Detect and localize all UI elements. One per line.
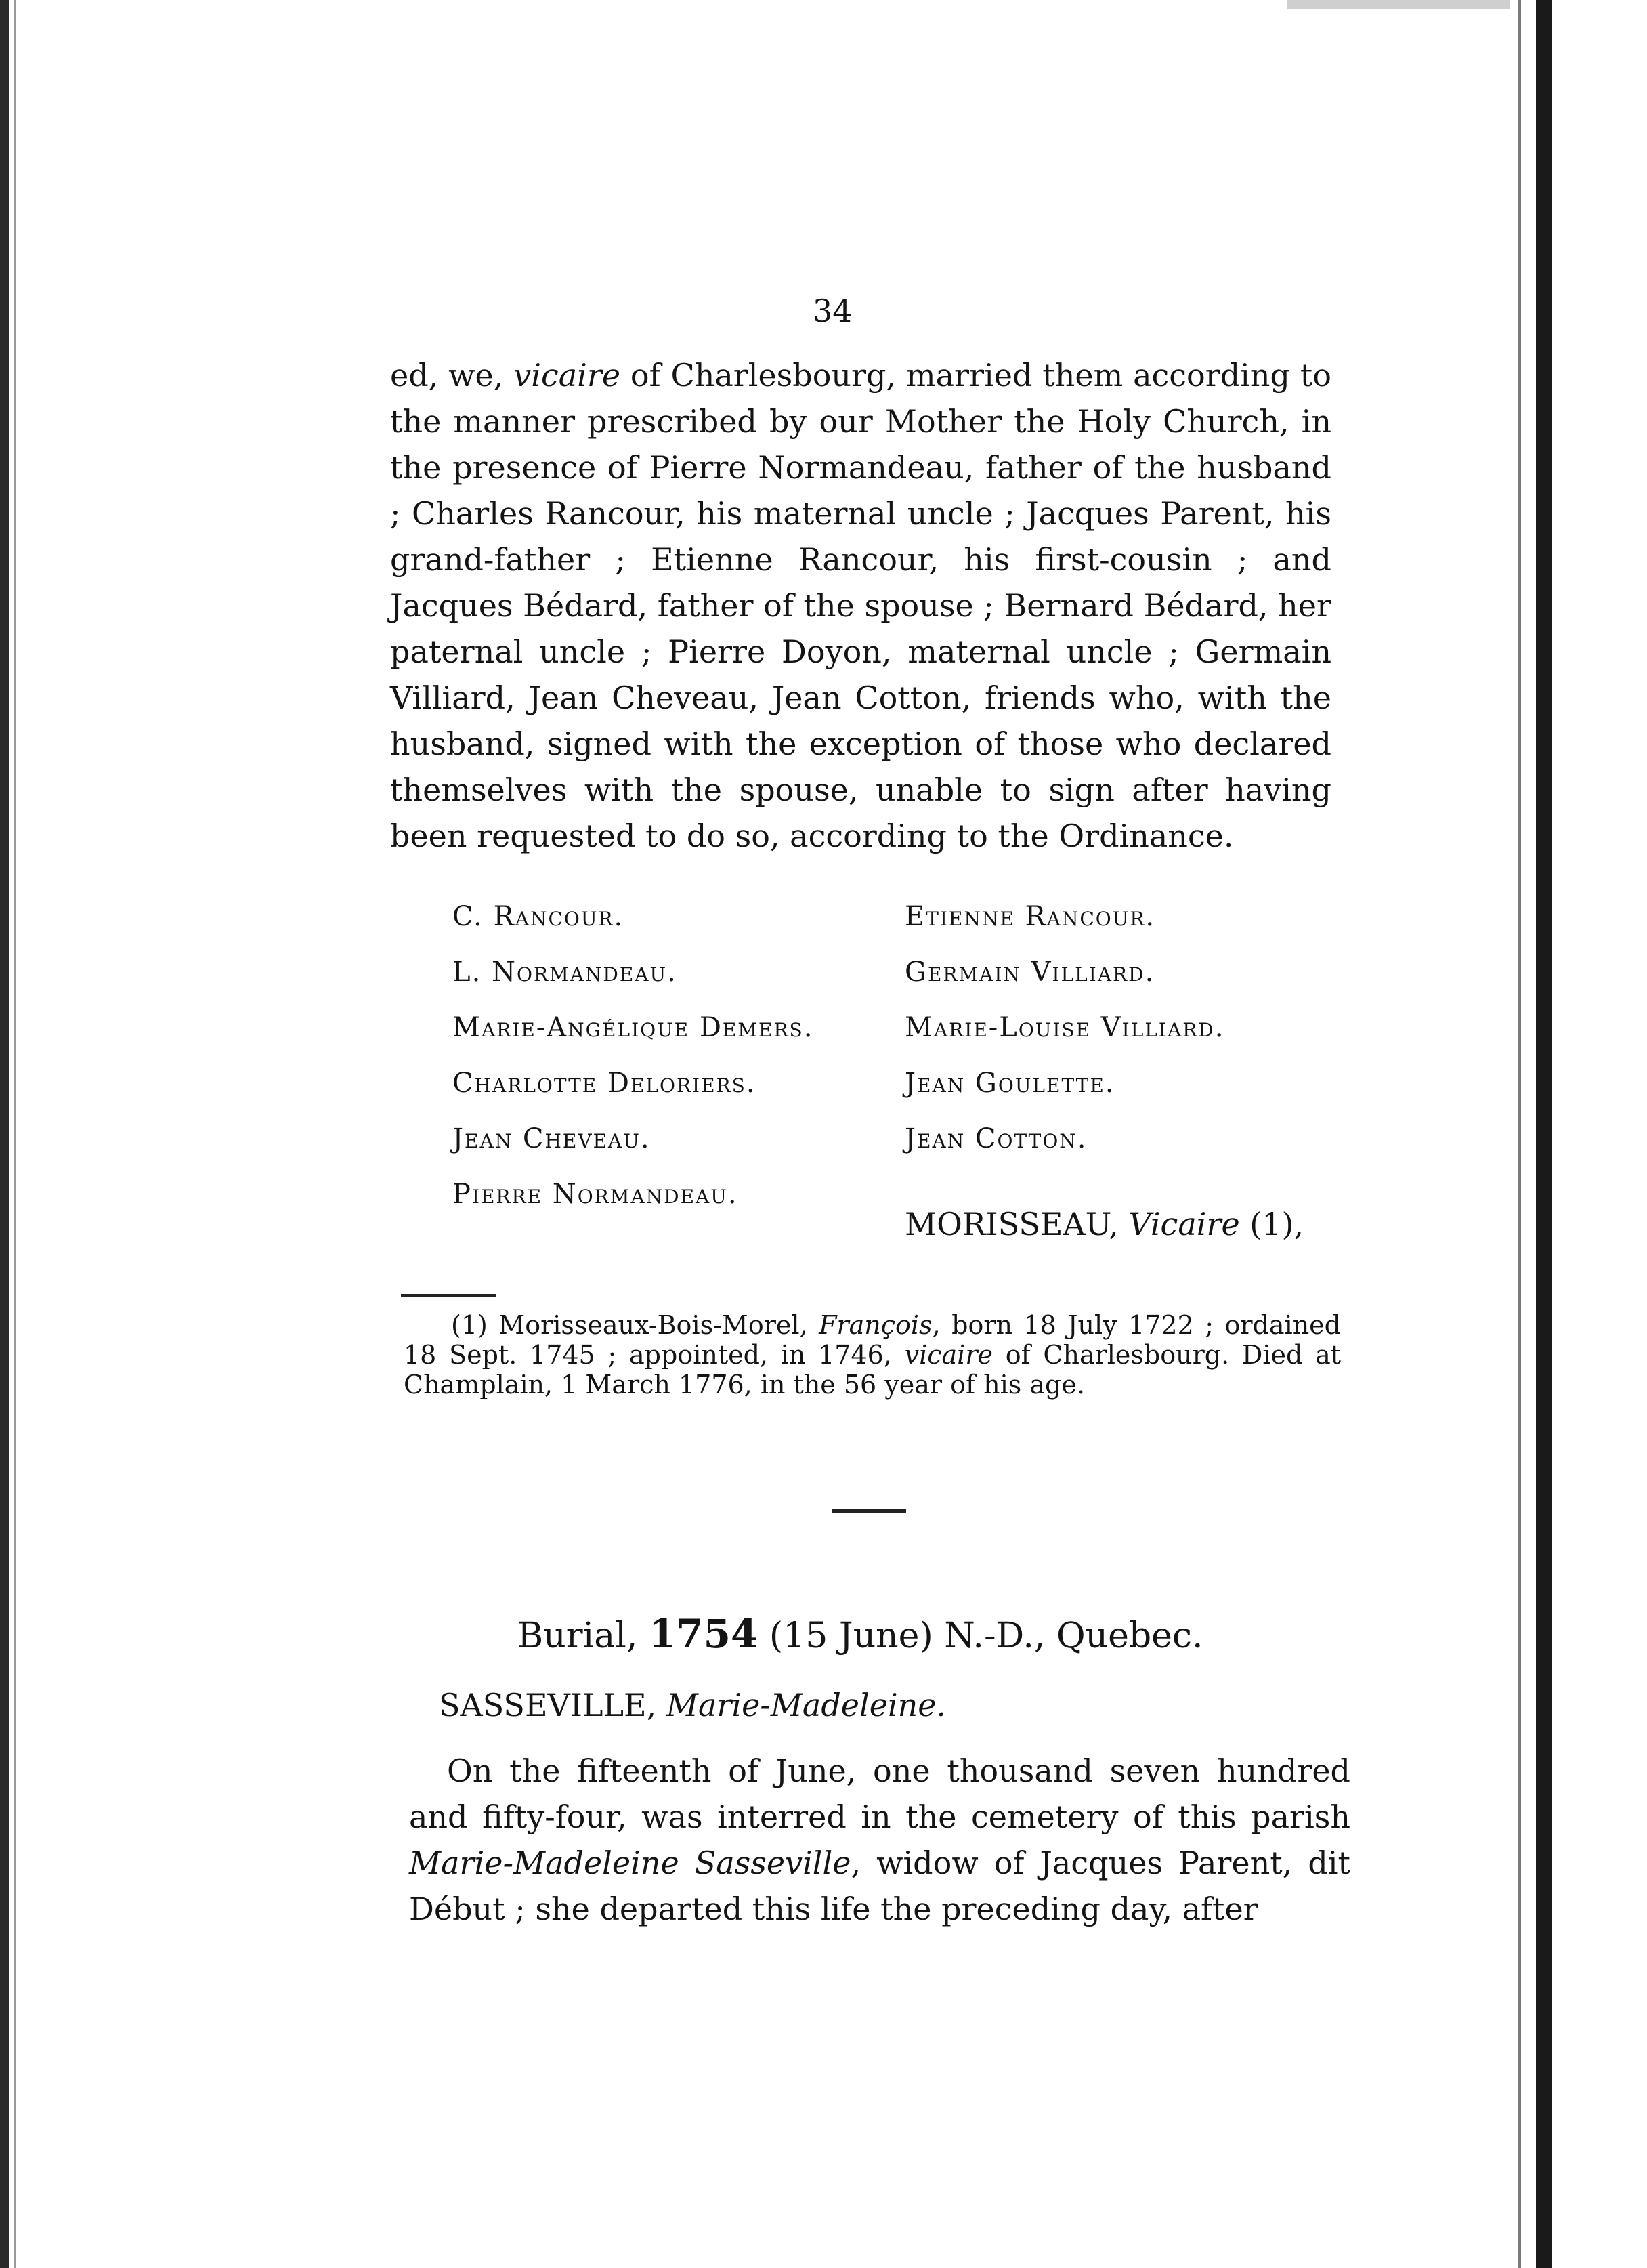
footnote-part: of Charlesbourg. Died at Champlain, 1 March 1776, in the 56 year of his age. — [404, 1340, 1341, 1400]
name-heading-given: Marie-Madeleine. — [666, 1687, 947, 1723]
paragraph-text-rest: of Charlesbourg, married them according to the manner prescribed by our Mother the Holy Church, in the presence of Pierre Normandeau, father of the husband ; Charles Rancour, his maternal uncle ; Jacques Parent, his grand-father ; Etienne Rancour, his first-cousin ; and Jacques Bédard, father of the spouse ; Bernard Bédard, her paternal uncle ; Pierre Doyon, maternal uncle ; Germain Villiard, Jean Cheveau, Jean Cotton, friends who, with the husband, signed with the exception of those who declared themselves with the spouse, unable to sign after having been requested to do so, according to the Ordinance. — [390, 357, 1331, 854]
priest-note-ref: (1), — [1239, 1206, 1304, 1242]
signature: Marie-Angélique Demers. — [452, 1012, 814, 1043]
signature: Germain Villiard. — [905, 957, 1155, 988]
burial-paragraph — [409, 1748, 1350, 1932]
signature: Pierre Normandeau. — [452, 1179, 738, 1210]
burial-heading-place: (15 June) N.-D., Quebec. — [758, 1616, 1203, 1656]
paragraph-italic-vicaire: vicaire — [513, 357, 621, 394]
burial-heading-year: 1754 — [648, 1611, 758, 1657]
signature: Etienne Rancour. — [905, 901, 1156, 932]
footnote-divider — [401, 1294, 496, 1297]
name-heading-surname: SASSEVILLE, — [439, 1687, 666, 1723]
page-edge-left-shadow — [14, 0, 16, 2268]
priest-name: MORISSEAU, — [905, 1206, 1129, 1242]
signature: Jean Cheveau. — [452, 1123, 651, 1154]
footnote — [404, 1310, 1341, 1400]
priest-signature — [905, 1206, 1304, 1242]
signature: Marie-Louise Villiard. — [905, 1012, 1225, 1043]
signatures-right-column — [905, 889, 1224, 1167]
signature: L. Normandeau. — [452, 957, 677, 988]
page-edge-right-shadow — [1518, 0, 1521, 2268]
footnote-part: , born 18 July 1722 ; ordained 18 Sept. 1745 ; appointed, in 1746, — [404, 1310, 1341, 1370]
signature: Jean Cotton. — [905, 1123, 1088, 1154]
priest-title: Vicaire — [1128, 1206, 1240, 1242]
page-margin-right — [1552, 0, 1647, 2268]
signatures-left-column — [452, 889, 813, 1222]
burial-text-rest: , widow of Jacques Parent, dit Début ; she departed this life the preceding day, after — [409, 1845, 1350, 1927]
name-heading — [439, 1687, 946, 1723]
footnote-part: (1) Morisseaux-Bois-Morel, — [451, 1310, 819, 1340]
signature: Jean Goulette. — [905, 1068, 1115, 1099]
footnote-text — [404, 1310, 1341, 1400]
marriage-paragraph — [390, 352, 1331, 859]
footnote-italic-francois: François — [819, 1310, 933, 1340]
burial-text-start: On the fifteenth of June, one thousand seven hundred and fifty-four, was interred in the cemetery of this parish — [409, 1752, 1350, 1835]
burial-heading — [517, 1611, 1203, 1657]
burial-italic-name: Marie-Madeleine Sasseville — [409, 1845, 851, 1881]
page-edge-top — [1287, 0, 1510, 9]
page-number: 34 — [813, 293, 853, 329]
page-edge-left — [0, 0, 9, 2268]
section-divider — [832, 1509, 906, 1513]
signature: C. Rancour. — [452, 901, 624, 932]
footnote-italic-vicaire: vicaire — [904, 1340, 993, 1370]
page-edge-right — [1536, 0, 1552, 2268]
paragraph-text-start: ed, we, — [390, 357, 514, 394]
burial-heading-label: Burial, — [517, 1616, 649, 1656]
signature: Charlotte Deloriers. — [452, 1068, 756, 1099]
